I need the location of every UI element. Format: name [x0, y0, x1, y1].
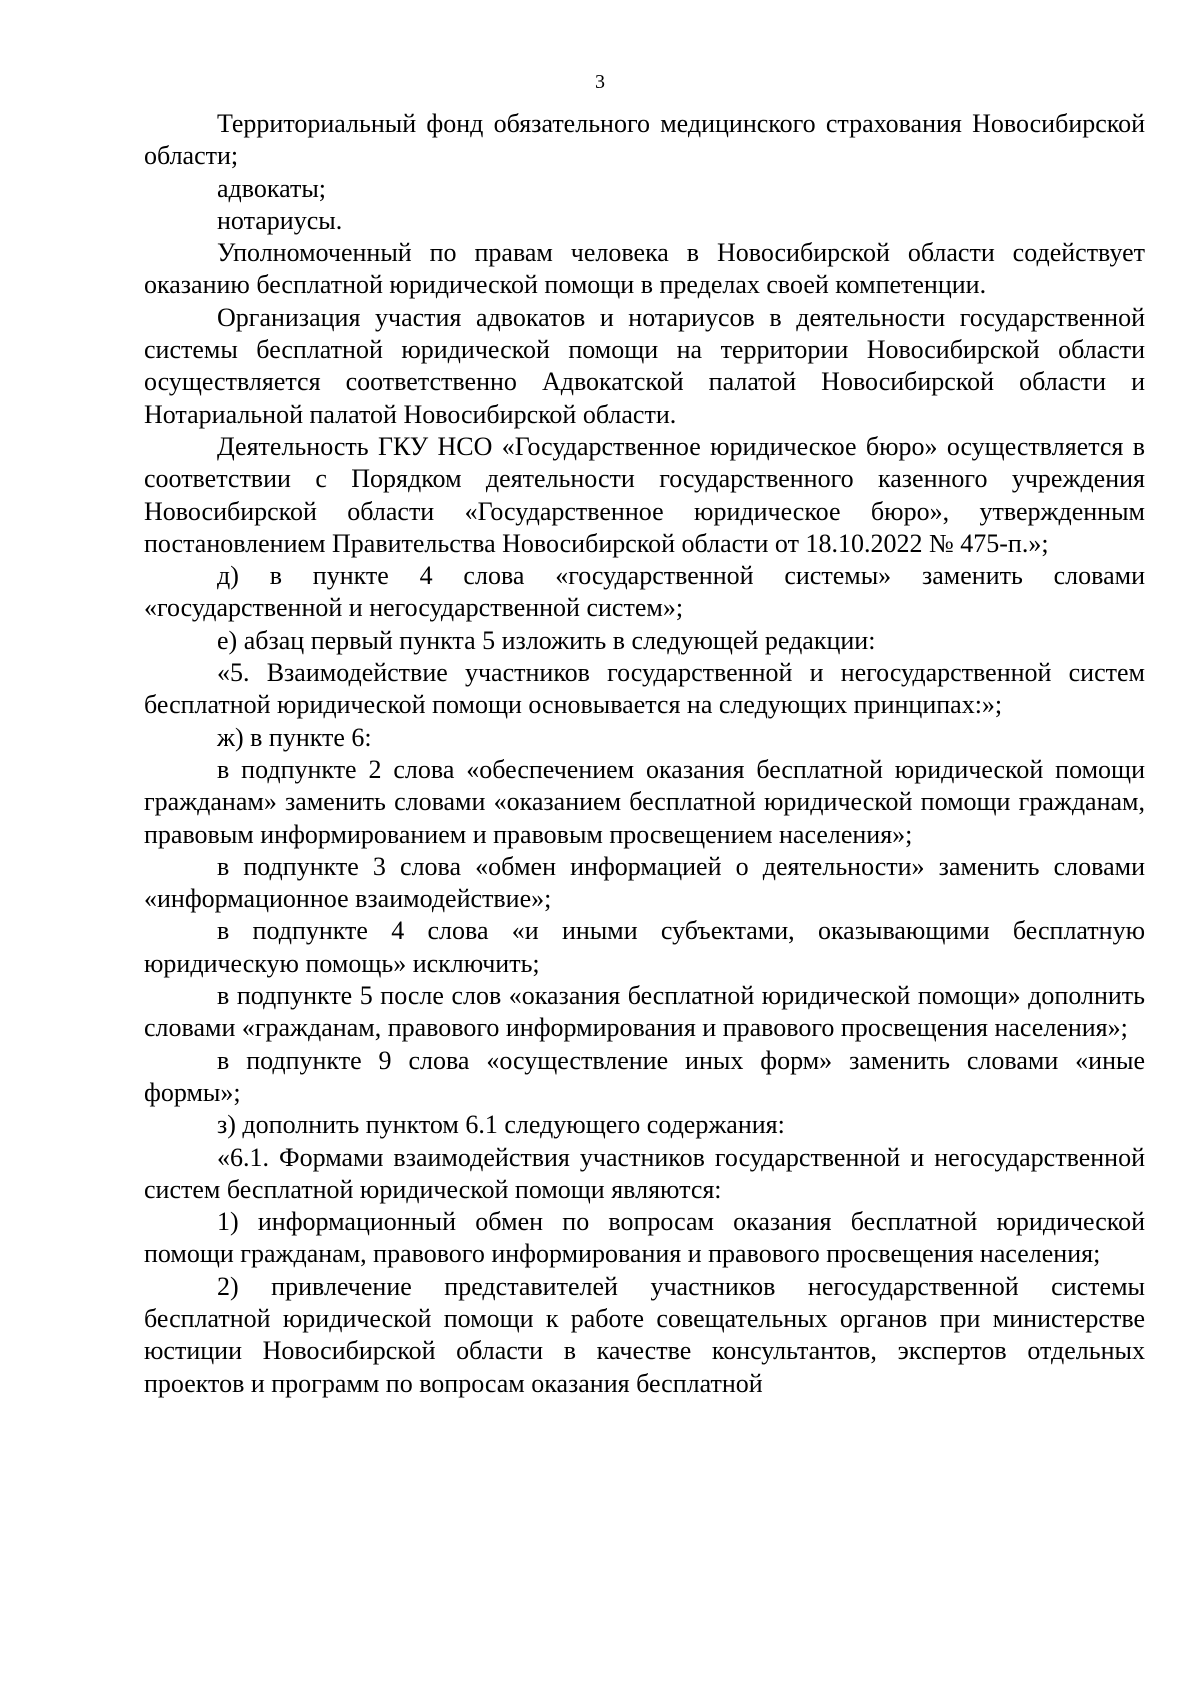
document-body	[144, 108, 1145, 1400]
paragraph-point-6-1: «6.1. Формами взаимодействия участников государственной и негосударственной систем бесплатной юридической помощи являются:	[144, 1142, 1145, 1204]
paragraph-notaries: нотариусы.	[217, 205, 343, 235]
paragraph-subpoint-5: в подпункте 5 после слов «оказания бесплатной юридической помощи» дополнить словами «гражданам, правового информирования и правового просвещения населения»;	[144, 981, 1145, 1043]
paragraph-ombudsman: Уполномоченный по правам человека в Новосибирской области содействует оказанию бесплатной юридической помощи в пределах своей компетенции.	[144, 238, 1145, 300]
paragraph-territorial-fund: Территориальный фонд обязательного медицинского страхования Новосибирской области;	[144, 109, 1145, 171]
paragraph-item-z: з) дополнить пунктом 6.1 следующего содержания:	[217, 1110, 785, 1140]
paragraph-form-2: 2) привлечение представителей участников негосударственной системы бесплатной юридической помощи к работе совещательных органов при министерстве юстиции Новосибирской области в качестве консультантов, экспертов отдельных проектов и программ по вопросам оказания бесплатной	[144, 1271, 1145, 1398]
paragraph-subpoint-2: в подпункте 2 слова «обеспечением оказания бесплатной юридической помощи гражданам» заменить словами «оказанием бесплатной юридической помощи гражданам, правовым информированием и правовым просвещением населения»;	[144, 754, 1145, 849]
paragraph-item-e: е) абзац первый пункта 5 изложить в следующей редакции:	[217, 625, 876, 655]
paragraph-subpoint-9: в подпункте 9 слова «осуществление иных форм» заменить словами «иные формы»;	[144, 1045, 1145, 1107]
paragraph-organization-participation: Организация участия адвокатов и нотариусов в деятельности государственной системы бесплатной юридической помощи на территории Новосибирской области осуществляется соответственно Адвокатской палатой Новосибирской области и Нотариальной палатой Новосибирской области.	[144, 302, 1145, 429]
paragraph-subpoint-3: в подпункте 3 слова «обмен информацией о деятельности» заменить словами «информационное взаимодействие»;	[144, 851, 1145, 914]
paragraph-item-zh: ж) в пункте 6:	[217, 722, 372, 752]
paragraph-subpoint-4: в подпункте 4 слова «и иными субъектами, оказывающими бесплатную юридическую помощь» исключить;	[144, 916, 1145, 978]
paragraph-form-1: 1) информационный обмен по вопросам оказания бесплатной юридической помощи гражданам, правового информирования и правового просвещения населения;	[144, 1207, 1145, 1269]
paragraph-point-5-text: «5. Взаимодействие участников государственной и негосударственной систем бесплатной юридической помощи основывается на следующих принципах:»;	[144, 658, 1145, 720]
page-number: 3	[595, 71, 605, 93]
paragraph-legal-bureau-activity: Деятельность ГКУ НСО «Государственное юридическое бюро» осуществляется в соответствии с Порядком деятельности государственного казенного учреждения Новосибирской области «Государственное юридическое бюро», утвержденным постановлением Правительства Новосибирской области от 18.10.2022 № 475-п.»;	[144, 431, 1145, 558]
paragraph-item-d: д) в пункте 4 слова «государственной системы» заменить словами «государственной и негосударственной систем»;	[144, 561, 1145, 623]
paragraph-lawyers: адвокаты;	[217, 173, 327, 203]
